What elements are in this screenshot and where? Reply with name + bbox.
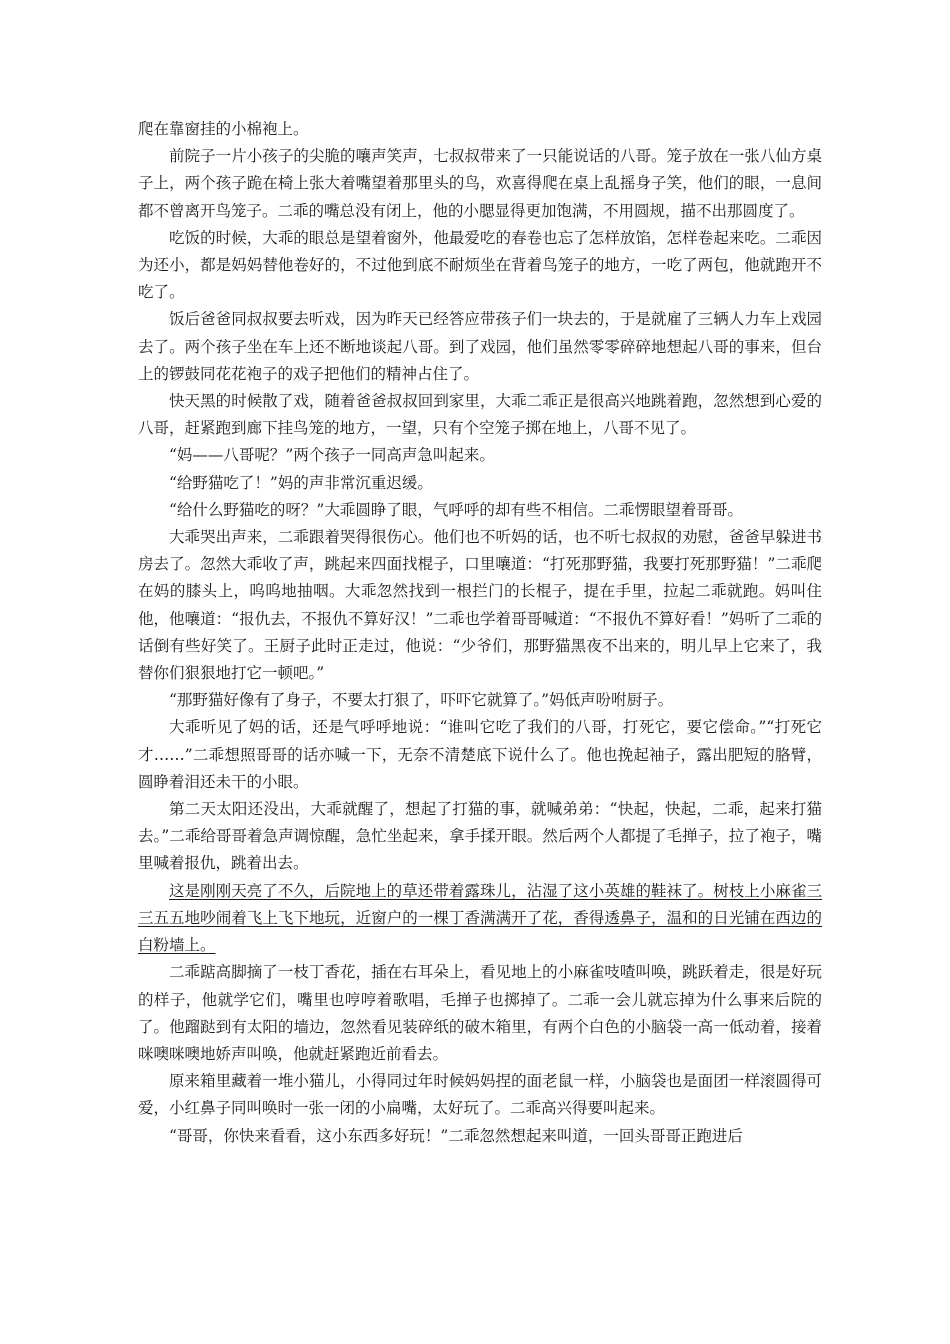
paragraph-16: “哥哥，你快来看看，这小东西多好玩！”二乖忽然想起来叫道，一回头哥哥正跑进后: [169, 1126, 743, 1145]
paragraph-15: 原来箱里藏着一堆小猫儿，小得同过年时候妈妈捏的面老鼠一样，小脑袋也是面团一样滚圆得可爱，小红鼻子同叫唤时一张一闭的小扁嘴，太好玩了。二乖高兴得要叫起来。: [138, 1072, 822, 1118]
paragraph-14: 二乖踮高脚摘了一枝丁香花，插在右耳朵上，看见地上的小麻雀吱喳叫唤，跳跃着走，很是好玩的样子，他就学它们，嘴里也哼哼着歌唱，毛掸子也掷掉了。二乖一会儿就忘掉为什么事来后院的了。他蹓跶到有太阳的墙边，忽然看见装碎纸的破木箱里，有两个白色的小脑袋一高一低动着，接着咪噢咪噢地娇声叫唤，他就赶紧跑近前看去。: [138, 963, 822, 1063]
paragraph-6: “妈——八哥呢？”两个孩子一同高声急叫起来。: [169, 446, 495, 465]
paragraph-12: 第二天太阳还没出，大乖就醒了，想起了打猫的事，就喊弟弟：“快起，快起，二乖，起来打猫去。”二乖给哥哥着急声调惊醒，急忙坐起来，拿手揉开眼。然后两个人都提了毛掸子，拉了袍子，嘴里喊着报仇，跳着出去。: [138, 800, 822, 873]
document-page: [138, 116, 822, 1150]
paragraph-13-underlined: [138, 878, 822, 960]
paragraph-7: “给野猫吃了！”妈的声非常沉重迟缓。: [169, 473, 433, 492]
paragraph-9: 大乖哭出声来，二乖跟着哭得很伤心。他们也不听妈的话，也不听七叔叔的劝慰，爸爸早躲进书房去了。忽然大乖收了声，跳起来四面找棍子，口里嚷道：“打死那野猫，我要打死那野猫！”二乖爬在妈的膝头上，呜呜地抽咽。大乖忽然找到一根拦门的长棍子，提在手里，拉起二乖就跑。妈叫住他，他嚷道：“报仇去，不报仇不算好汉！”二乖也学着哥哥喊道：“不报仇不算好看！”妈听了二乖的话倒有些好笑了。王厨子此时正走过，他说：“少爷们，那野猫黑夜不出来的，明儿早上它来了，我替你们狠狠地打它一顿吧。”: [138, 528, 822, 683]
paragraph-3: 吃饭的时候，大乖的眼总是望着窗外，他最爱吃的春卷也忘了怎样放馅，怎样卷起来吃。二乖因为还小，都是妈妈替他卷好的，不过他到底不耐烦坐在背着鸟笼子的地方，一吃了两包，他就跑开不吃了。: [138, 228, 822, 302]
paragraph-11: 大乖听见了妈的话，还是气呼呼地说：“谁叫它吃了我们的八哥，打死它，要它偿命。”“打死它才……”二乖想照哥哥的话亦喊一下，无奈不清楚底下说什么了。他也挽起袖子，露出肥短的胳臂，圆睁着泪还未干的小眼。: [138, 718, 822, 791]
underlined-passage: 这是刚刚天亮了不久，后院地上的草还带着露珠儿，沾湿了这小英雄的鞋袜了。树枝上小麻雀三三五五地吵闹着飞上飞下地玩，近窗户的一棵丁香满满开了花，香得透鼻子，温和的日光铺在西边的白粉墙上。: [138, 881, 822, 955]
paragraph-1: 爬在靠窗挂的小棉袍上。: [138, 120, 309, 138]
paragraph-2: 前院子一片小孩子的尖脆的嚷声笑声，七叔叔带来了一只能说话的八哥。笼子放在一张八仙方桌子上，两个孩子跪在椅上张大着嘴望着那里头的鸟，欢喜得爬在桌上乱摇身子笑，他们的眼，一息间都不曾离开鸟笼子。二乖的嘴总没有闭上，他的小腮显得更加饱满，不用圆规，描不出那圆度了。: [138, 147, 822, 220]
paragraph-10: “那野猫好像有了身子，不要太打狠了，吓吓它就算了。”妈低声吩咐厨子。: [169, 691, 674, 710]
paragraph-5: 快天黑的时候散了戏，随着爸爸叔叔回到家里，大乖二乖正是很高兴地跳着跑，忽然想到心爱的八哥，赶紧跑到廊下挂鸟笼的地方，一望，只有个空笼子掷在地上，八哥不见了。: [138, 392, 822, 438]
paragraph-8: “给什么野猫吃的呀？”大乖圆睁了眼，气呼呼的却有些不相信。二乖愣眼望着哥哥。: [169, 500, 743, 519]
paragraph-4: 饭后爸爸同叔叔要去听戏，因为昨天已经答应带孩子们一块去的，于是就雇了三辆人力车上戏园去了。两个孩子坐在车上还不断地谈起八哥。到了戏园，他们虽然零零碎碎地想起八哥的事来，但台上的锣鼓同花花袍子的戏子把他们的精神占住了。: [138, 310, 822, 383]
